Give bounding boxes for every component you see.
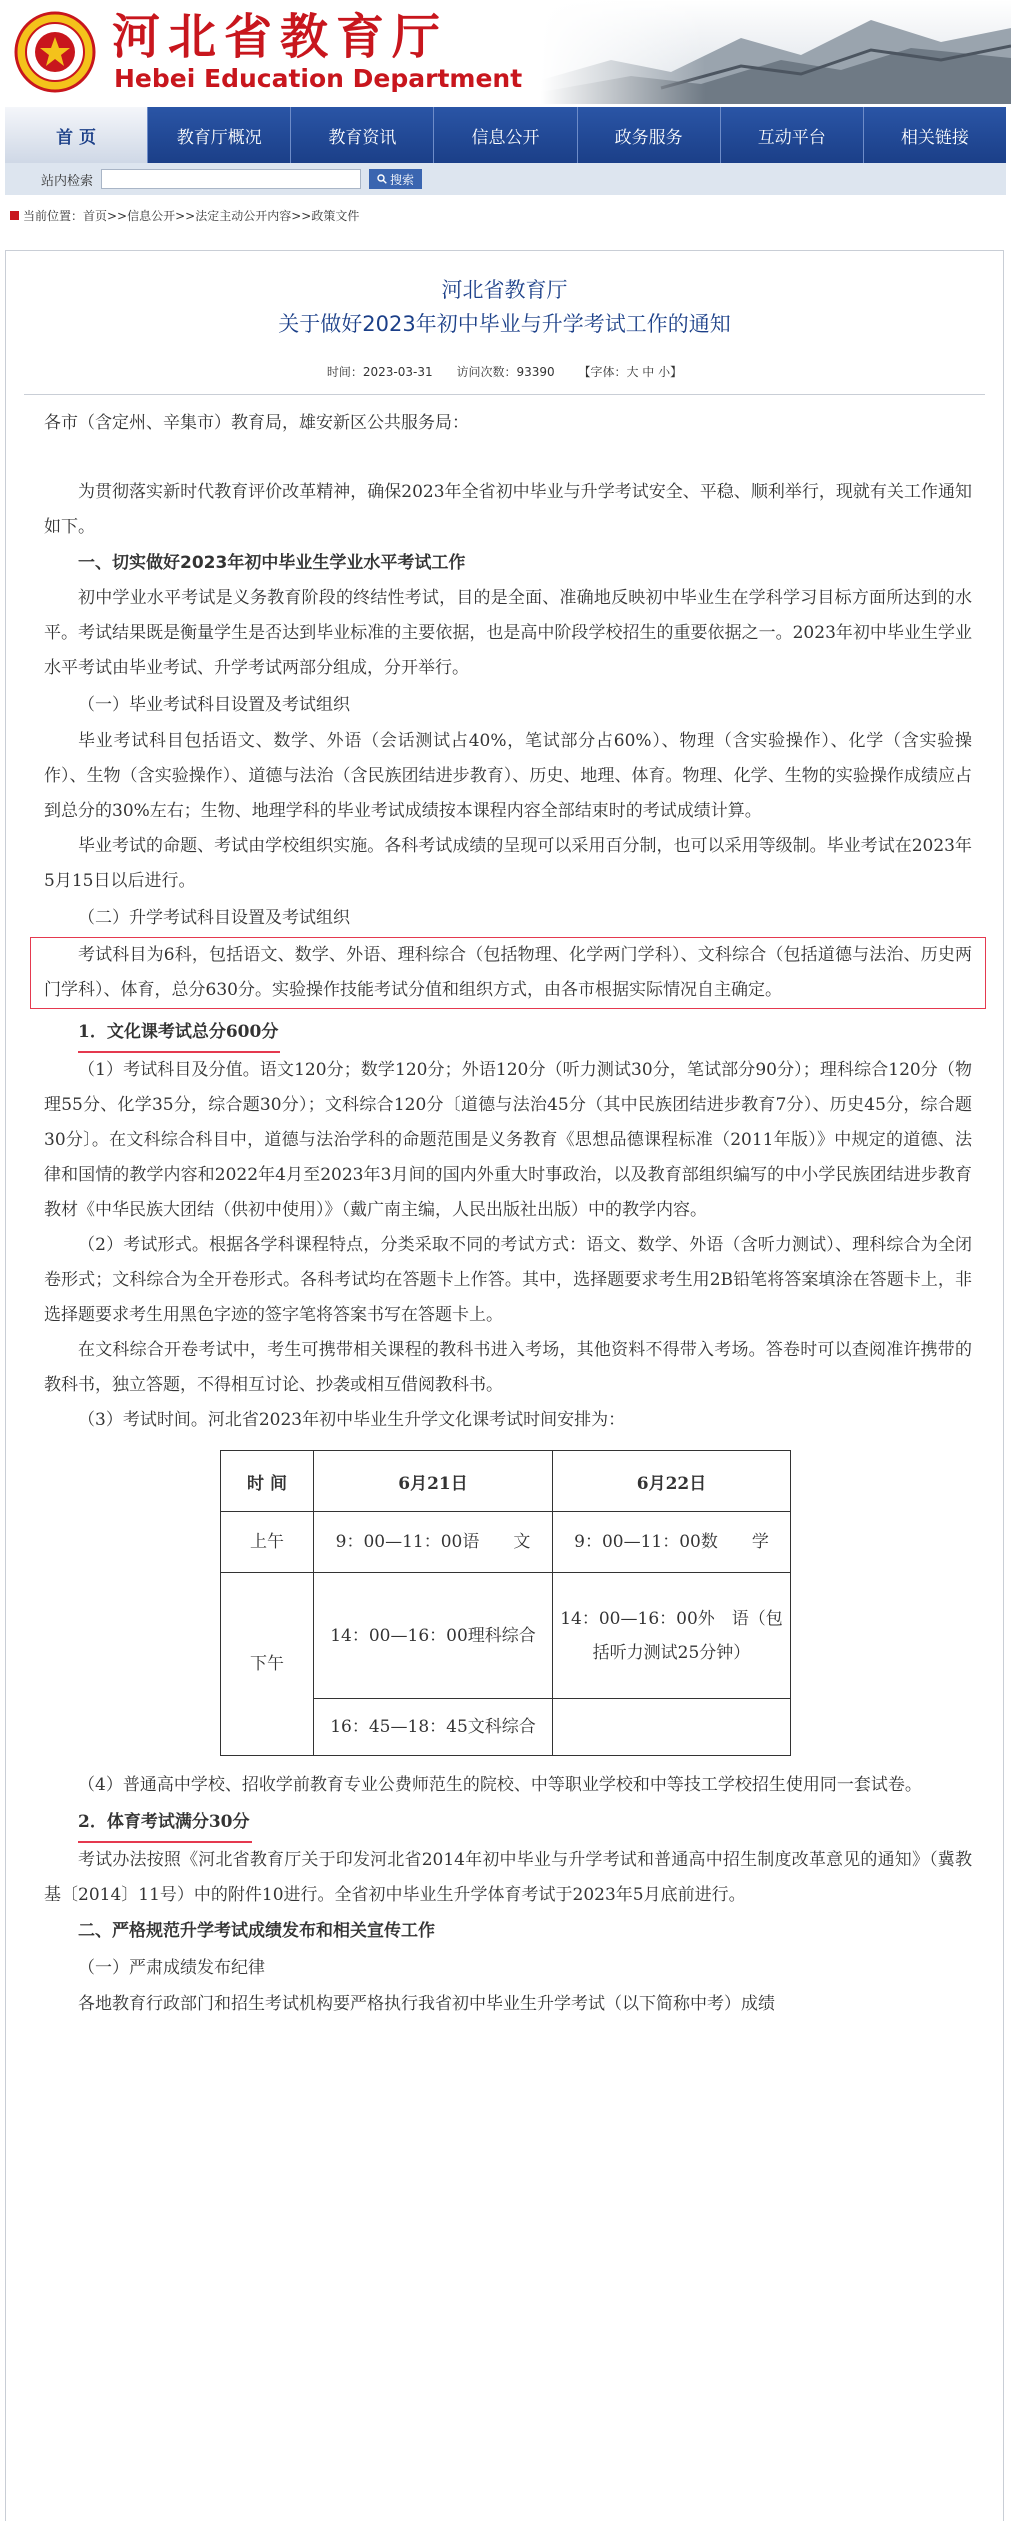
font-size-switch[interactable]: 【字体：大 中 小】 <box>578 365 683 379</box>
section-2-heading: 二、严格规范升学考试成绩发布和相关宣传工作 <box>78 1921 435 1941</box>
cell-morning-day2: 9：00—11：00数 学 <box>553 1512 791 1573</box>
subsection-2-paragraph: 考试科目为6科，包括语文、数学、外语、理科综合（包括物理、化学两门学科）、文科综合（包括道德与法治、历史两门学科）、体育，总分630分。实验操作技能考试分值和组织方式，由各市根据实际情况自主确定。 <box>44 945 972 1000</box>
search-bar <box>5 163 1006 195</box>
article-title-line1: 河北省教育厅 <box>441 278 568 302</box>
salutation: 各市（含定州、辛集市）教育局，雄安新区公共服务局： <box>44 413 469 433</box>
subsection-2-heading: （二）升学考试科目设置及考试组织 <box>78 908 350 928</box>
article-meta <box>6 363 1003 380</box>
section-1-heading: 一、切实做好2023年初中毕业生学业水平考试工作 <box>78 553 466 573</box>
culture-paragraph-1: （1）考试科目及分值。语文120分；数学120分；外语120分（听力测试30分，笔试部分90分）；理科综合120分（物理55分、化学35分，综合题30分）；文科综合120分〔道德与法治45分（其中民族团结进步教育7分）、历史45分，综合题30分〕。在文科综合科目中，道德与法治学科的命题范围是义务教育《思想品德课程标准（2011年版）》中规定的道德、法律和国情的教学内容和2022年4月至2023年3月间的国内外重大时事政治，以及教育部组织编写的中小学民族团结进步教育教材《中华民族大团结（供初中使用）》（戴广南主编，人民出版社出版）中的教学内容。 <box>44 1060 972 1220</box>
breadcrumb <box>10 207 359 224</box>
nav-gov-service[interactable]: 政务服务 <box>578 107 721 163</box>
subsection-1-heading: （一）毕业考试科目设置及考试组织 <box>78 695 350 715</box>
culture-exam-heading: 1．文化课考试总分600分 <box>78 1013 280 1053</box>
section-2-subheading: （一）严肃成绩发布纪律 <box>78 1958 265 1978</box>
search-icon <box>377 174 387 184</box>
culture-paragraph-5: （4）普通高中学校、招收学前教育专业公费师范生的院校、中等职业学校和中等技工学校招生使用同一套试卷。 <box>78 1775 922 1795</box>
search-input[interactable] <box>101 169 361 189</box>
culture-paragraph-3: 在文科综合开卷考试中，考生可携带相关课程的教科书进入考场，其他资料不得带入考场。答卷时可以查阅准许携带的教科书，独立答题，不得相互讨论、抄袭或相互借阅教科书。 <box>44 1340 972 1395</box>
article-body <box>44 406 972 2022</box>
cell-afternoon-day1-2: 16：45—18：45文科综合 <box>314 1699 553 1756</box>
cell-afternoon: 下午 <box>221 1573 314 1756</box>
location-icon <box>10 211 19 220</box>
intro-paragraph: 为贯彻落实新时代教育评价改革精神，确保2023年全省初中毕业与升学考试安全、平稳、顺利举行，现就有关工作通知如下。 <box>44 482 972 537</box>
subsection-1-paragraph-1: 毕业考试科目包括语文、数学、外语（会话测试占40%，笔试部分占60%）、物理（含实验操作）、化学（含实验操作）、生物（含实验操作）、道德与法治（含民族团结进步教育）、历史、地理、体育。物理、化学、生物的实验操作成绩应占到总分的30%左右；生物、地理学科的毕业考试成绩按本课程内容全部结束时的考试成绩计算。 <box>44 731 972 821</box>
education-dept-emblem-icon <box>14 11 96 93</box>
cell-morning-day1: 9：00—11：00语 文 <box>314 1512 553 1573</box>
main-nav <box>5 107 1006 163</box>
nav-interaction[interactable]: 互动平台 <box>721 107 864 163</box>
article-title-line2: 关于做好2023年初中毕业与升学考试工作的通知 <box>278 312 731 336</box>
search-label: 站内检索 <box>41 173 94 189</box>
article-views: 访问次数：93390 <box>456 365 555 379</box>
culture-exam-heading-row <box>44 1013 972 1053</box>
nav-home[interactable]: 首 页 <box>5 107 148 163</box>
site-title-cn: 河北省教育厅 <box>112 9 449 65</box>
site-header <box>0 0 1011 104</box>
pe-paragraph: 考试办法按照《河北省教育厅关于印发河北省2014年初中毕业与升学考试和普通高中招生制度改革意见的通知》（冀教基〔2014〕11号）中的附件10进行。全省初中毕业生升学体育考试于2023年5月底前进行。 <box>44 1850 972 1905</box>
culture-paragraph-4: （3）考试时间。河北省2023年初中毕业生升学文化课考试时间安排为： <box>78 1410 626 1430</box>
nav-links[interactable]: 相关链接 <box>900 127 969 148</box>
section-2-paragraph: 各地教育行政部门和招生考试机构要严格执行我省初中毕业生升学考试（以下简称中考）成绩 <box>78 1994 775 2014</box>
site-title-en: Hebei Education Department <box>114 64 523 93</box>
culture-paragraph-2: （2）考试形式。根据各学科课程特点，分类采取不同的考试方式：语文、数学、外语（含听力测试）、理科综合为全闭卷形式；文科综合为全开卷形式。各科考试均在答题卡上作答。其中，选择题要求考生用2B铅笔将答案填涂在答题卡上，非选择题要求考生用黑色字迹的签字笔将答案书写在答题卡上。 <box>44 1235 972 1325</box>
great-wall-banner <box>541 0 1011 104</box>
exam-schedule-table <box>220 1450 791 1756</box>
cell-afternoon-day2-2 <box>553 1699 791 1756</box>
table-header-day1: 6月21日 <box>314 1451 553 1512</box>
cell-morning: 上午 <box>221 1512 314 1573</box>
highlighted-paragraph-box <box>30 937 986 1009</box>
nav-overview[interactable]: 教育厅概况 <box>148 107 291 163</box>
table-row-afternoon-1 <box>221 1573 791 1699</box>
nav-news[interactable]: 教育资讯 <box>291 107 434 163</box>
cell-afternoon-day2-1: 14：00—16：00外 语（包括听力测试25分钟） <box>553 1573 791 1699</box>
article-title <box>6 273 1003 341</box>
subsection-1-paragraph-2: 毕业考试的命题、考试由学校组织实施。各科考试成绩的呈现可以采用百分制，也可以采用等级制。毕业考试在2023年5月15日以后进行。 <box>44 836 972 891</box>
pe-exam-heading: 2．体育考试满分30分 <box>78 1803 252 1843</box>
table-header-time: 时 间 <box>221 1451 314 1512</box>
table-header-day2: 6月22日 <box>553 1451 791 1512</box>
nav-info-disclosure[interactable]: 信息公开 <box>434 107 577 163</box>
breadcrumb-text[interactable]: 当前位置：首页>>信息公开>>法定主动公开内容>>政策文件 <box>23 209 360 223</box>
article-container <box>5 250 1004 2521</box>
article-date: 时间：2023-03-31 <box>326 365 433 379</box>
section-1-paragraph: 初中学业水平考试是义务教育阶段的终结性考试，目的是全面、准确地反映初中毕业生在学科学习目标方面所达到的水平。考试结果既是衡量学生是否达到毕业标准的主要依据，也是高中阶段学校招生的重要依据之一。2023年初中毕业生学业水平考试由毕业考试、升学考试两部分组成，分开举行。 <box>44 588 972 678</box>
search-button[interactable] <box>369 169 422 189</box>
table-row-morning <box>221 1512 791 1573</box>
table-header-row <box>221 1451 791 1512</box>
search-button-label: 搜索 <box>390 172 415 187</box>
cell-afternoon-day1-1: 14：00—16：00理科综合 <box>314 1573 553 1699</box>
pe-exam-heading-row <box>44 1803 972 1843</box>
meta-divider <box>24 394 985 395</box>
